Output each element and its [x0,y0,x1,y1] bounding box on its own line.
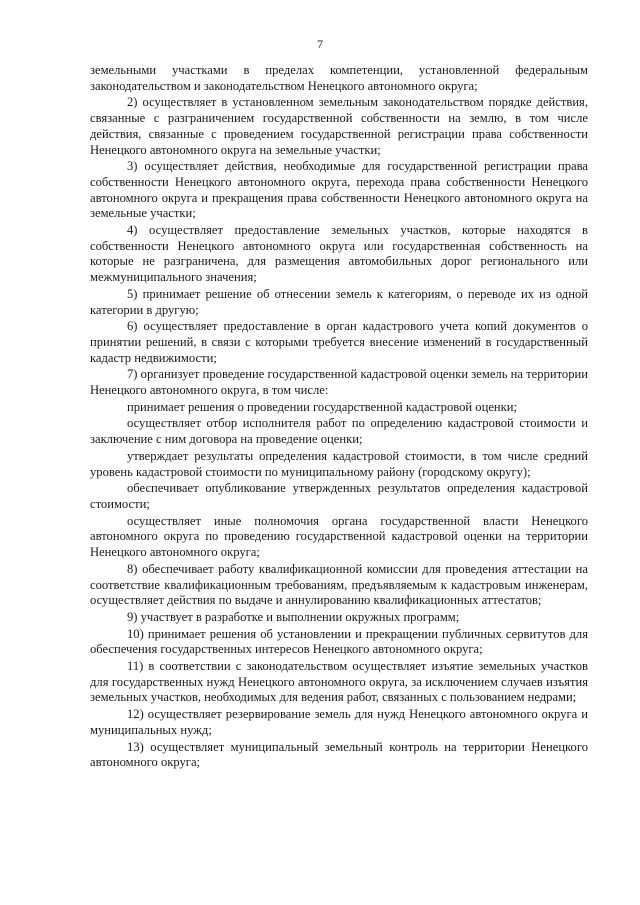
paragraph-item-8: 8) обеспечивает работу квалификационной комиссии для проведения аттестации на соответствие квалификационным требованиям, предъявляемым к кадастровым инженерам, осуществляет действия по выдаче и аннулированию квалификационных аттестатов; [90,561,588,608]
page-number: 7 [317,37,323,51]
paragraph-continuation: земельными участками в пределах компетенции, установленной федеральным законодательством и законодательством Ненецкого автономного округа; [90,63,588,93]
paragraph-item-5: 5) принимает решение об отнесении земель к категориям, о переводе их из одной категории в другую; [90,286,588,317]
paragraph-item-10: 10) принимает решения об установлении и прекращении публичных сервитутов для обеспечения государственных интересов Ненецкого автономного округа; [90,626,588,657]
paragraph-subitem: осуществляет иные полномочия органа государственной власти Ненецкого автономного округа по проведению государственной кадастровой оценки на территории Ненецкого автономного округа; [90,513,588,560]
paragraph-item-7: 7) организует проведение государственной кадастровой оценки земель на территории Ненецкого автономного округа, в том числе: [90,367,588,398]
paragraph-item-11: 11) в соответствии с законодательством осуществляет изъятие земельных участков для государственных нужд Ненецкого автономного округа, за исключением случаев изъятия земельных участков, необходимых для ведения работ, связанных с пользованием недрами; [90,659,588,705]
document-body [90,63,588,772]
paragraph-subitem: осуществляет отбор исполнителя работ по определению кадастровой стоимости и заключение с ним договора на проведение оценки; [90,416,588,447]
paragraph-subitem: утверждает результаты определения кадастровой стоимости, в том числе средний уровень кадастровой стоимости по муниципальному району (городскому округу); [90,448,588,479]
paragraph-item-4: 4) осуществляет предоставление земельных участков, которые находятся в собственности Ненецкого автономного округа или государственная собственность на которые не разграничена, для размещения автомобильных дорог регионального или межмуниципального значения; [90,223,588,285]
paragraph-item-9: 9) участвует в разработке и выполнении окружных программ; [127,609,460,624]
paragraph-subitem: обеспечивает опубликование утвержденных результатов определения кадастровой стоимости; [90,481,588,511]
paragraph-item-6: 6) осуществляет предоставление в орган кадастрового учета копий документов о принятии решений, в связи с которыми требуется внесение изменений в государственный кадастр недвижимости; [90,319,588,365]
paragraph-item-3: 3) осуществляет действия, необходимые для государственной регистрации права собственности Ненецкого автономного округа, перехода права собственности Ненецкого автономного округа и прекращения права собственности Ненецкого автономного округа на земельные участки; [90,159,588,221]
paragraph-subitem: принимает решения о проведении государственной кадастровой оценки; [127,399,518,414]
paragraph-item-13: 13) осуществляет муниципальный земельный контроль на территории Ненецкого автономного округа; [90,739,588,770]
paragraph-item-12: 12) осуществляет резервирование земель для нужд Ненецкого автономного округа и муниципальных нужд; [90,707,588,737]
paragraph-item-2: 2) осуществляет в установленном земельным законодательством порядке действия, связанные с разграничением государственной собственности на землю, в том числе действия, связанные с проведением государственной регистрации права собственности Ненецкого автономного округа на земельные участки; [90,95,588,157]
